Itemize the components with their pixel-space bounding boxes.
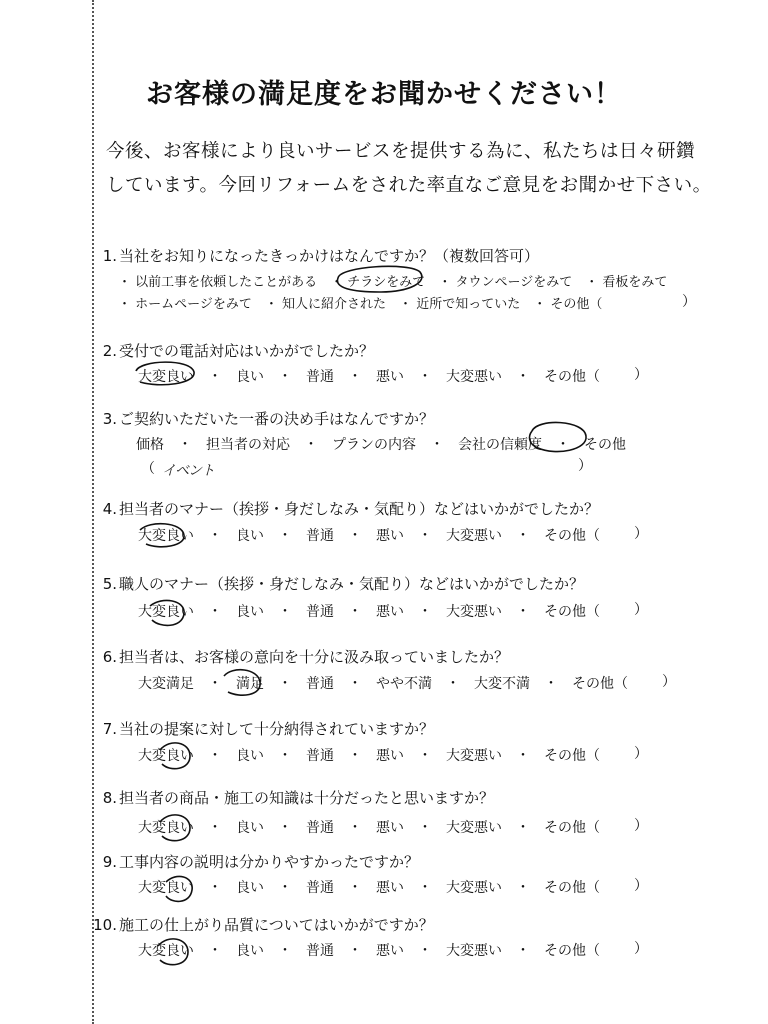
open-paren: （ — [141, 461, 155, 477]
question-10 — [73, 914, 434, 935]
option-other[interactable]: その他（ — [544, 528, 600, 544]
option-selected[interactable]: 大変良い — [138, 369, 194, 385]
question-number: 2. — [102, 342, 117, 360]
option[interactable]: 悪い — [376, 880, 404, 896]
close-paren: ） — [662, 674, 676, 690]
q10-options: 大変良い ・ 良い ・ 普通 ・ 悪い ・ 大変悪い ・ その他（ — [138, 943, 600, 959]
q5-options: 大変良い ・ 良い ・ 普通 ・ 悪い ・ 大変悪い ・ その他（ — [138, 604, 600, 620]
page-title: お客様の満足度をお聞かせください！ — [146, 79, 622, 110]
option-other[interactable]: その他（ — [550, 297, 603, 312]
question-9 — [95, 851, 419, 872]
question-text: 工事内容の説明は分かりやすかったですか？ — [119, 853, 420, 871]
option[interactable]: 大変悪い — [446, 880, 502, 896]
intro-line-2: しています。今回リフォームをされた率直なご意見をお聞かせ下さい。 — [106, 175, 712, 196]
option[interactable]: タウンページをみて — [455, 275, 573, 290]
option[interactable]: 普通 — [306, 880, 334, 896]
option-other[interactable]: その他（ — [544, 820, 600, 836]
option-selected[interactable]: その他 — [584, 437, 626, 453]
option-selected[interactable]: 大変良い — [138, 943, 194, 959]
option[interactable]: 普通 — [306, 604, 334, 620]
question-7 — [95, 718, 434, 739]
question-number: 1. — [102, 247, 117, 265]
option[interactable]: 大変悪い — [446, 748, 502, 764]
q1-options-line-1: ・ 以前工事を依頼したことがある ・ チラシをみて ・ タウンページをみて ・ 看板をみて — [118, 275, 668, 290]
option-other[interactable]: その他（ — [544, 369, 600, 385]
close-paren: ） — [634, 526, 648, 542]
option[interactable]: 良い — [236, 820, 264, 836]
q7-options: 大変良い ・ 良い ・ 普通 ・ 悪い ・ 大変悪い ・ その他（ — [138, 748, 600, 764]
option[interactable]: 普通 — [306, 676, 334, 692]
question-5 — [95, 573, 584, 594]
option[interactable]: 大変不満 — [474, 676, 530, 692]
option[interactable]: 大変悪い — [446, 943, 502, 959]
option-selected[interactable]: 大変良い — [138, 528, 194, 544]
question-1 — [95, 245, 539, 266]
option[interactable]: 悪い — [376, 943, 404, 959]
option-other[interactable]: その他（ — [572, 676, 628, 692]
close-paren: ） — [634, 941, 648, 957]
option-selected[interactable]: 大変良い — [138, 604, 194, 620]
option[interactable]: 大変悪い — [446, 369, 502, 385]
question-number: 5. — [102, 575, 117, 593]
option[interactable]: 良い — [236, 748, 264, 764]
question-number: 8. — [102, 789, 117, 807]
question-text: 当社をお知りになったきっかけはなんですか？（複数回答可） — [119, 247, 540, 265]
question-text: 担当者は、お客様の意向を十分に汲み取っていましたか？ — [119, 648, 510, 666]
option[interactable]: 悪い — [376, 604, 404, 620]
close-paren: ） — [634, 367, 648, 383]
option[interactable]: やや不満 — [376, 676, 432, 692]
q1-options-line-2: ・ ホームページをみて ・ 知人に紹介された ・ 近所で知っていた ・ その他（ — [118, 297, 603, 312]
option[interactable]: ホームページをみて — [135, 297, 252, 312]
option[interactable]: 悪い — [376, 820, 404, 836]
option[interactable]: 普通 — [306, 748, 334, 764]
option[interactable]: 良い — [236, 943, 264, 959]
option[interactable]: 大変満足 — [138, 676, 194, 692]
q3-options: 価格 ・ 担当者の対応 ・ プランの内容 ・ 会社の信頼度 ・ その他 — [136, 437, 626, 453]
option[interactable]: 良い — [236, 604, 264, 620]
question-4 — [95, 498, 599, 519]
option[interactable]: 普通 — [306, 943, 334, 959]
option[interactable]: プランの内容 — [332, 437, 416, 453]
q6-options: 大変満足 ・ 満足 ・ 普通 ・ やや不満 ・ 大変不満 ・ その他（ — [138, 676, 628, 692]
question-text: 担当者のマナー（挨拶・身だしなみ・気配り）などはいかがでしたか？ — [119, 500, 600, 518]
question-number: 9. — [102, 853, 117, 871]
option[interactable]: 悪い — [376, 528, 404, 544]
q8-options: 大変良い ・ 良い ・ 普通 ・ 悪い ・ 大変悪い ・ その他（ — [138, 820, 600, 836]
question-number: 3. — [102, 410, 117, 428]
option-selected[interactable]: 大変良い — [138, 880, 194, 896]
question-number: 4. — [102, 500, 117, 518]
question-text: 当社の提案に対して十分納得されていますか？ — [119, 720, 435, 738]
question-text: ご契約いただいた一番の決め手はなんですか？ — [119, 410, 435, 428]
option-other[interactable]: その他（ — [544, 604, 600, 620]
question-number: 6. — [102, 648, 117, 666]
option[interactable]: 会社の信頼度 — [458, 437, 542, 453]
question-2 — [95, 340, 374, 361]
close-paren: ） — [634, 818, 648, 834]
option[interactable]: 悪い — [376, 748, 404, 764]
option[interactable]: 普通 — [306, 528, 334, 544]
option[interactable]: 悪い — [376, 369, 404, 385]
option-other[interactable]: その他（ — [544, 880, 600, 896]
option[interactable]: 価格 — [136, 437, 164, 453]
question-text: 施工の仕上がり品質についてはいかがですか？ — [119, 916, 434, 934]
option-other[interactable]: その他（ — [544, 943, 600, 959]
option-selected[interactable]: チラシをみて — [347, 275, 426, 290]
question-number: 10. — [93, 916, 117, 934]
close-paren: ） — [634, 746, 648, 762]
close-paren: ） — [682, 294, 696, 310]
q9-options: 大変良い ・ 良い ・ 普通 ・ 悪い ・ 大変悪い ・ その他（ — [138, 880, 600, 896]
question-8 — [95, 787, 494, 808]
option[interactable]: 近所で知っていた — [416, 297, 521, 312]
option[interactable]: 良い — [236, 880, 264, 896]
question-text: 職人のマナー（挨拶・身だしなみ・気配り）などはいかがでしたか？ — [119, 575, 585, 593]
option[interactable]: 良い — [236, 369, 264, 385]
option[interactable]: 大変悪い — [446, 820, 502, 836]
option[interactable]: 普通 — [306, 369, 334, 385]
option[interactable]: 普通 — [306, 820, 334, 836]
option[interactable]: 以前工事を依頼したことがある — [135, 275, 318, 290]
question-6 — [95, 646, 509, 667]
handwritten-note: イベント — [162, 463, 214, 479]
close-paren: ） — [634, 878, 648, 894]
close-paren: ） — [578, 458, 592, 474]
intro-line-1: 今後、お客様により良いサービスを提供する為に、私たちは日々研鑽 — [106, 141, 696, 162]
option[interactable]: 大変悪い — [446, 528, 502, 544]
option-other[interactable]: その他（ — [544, 748, 600, 764]
question-number: 7. — [102, 720, 117, 738]
option-selected[interactable]: 満足 — [236, 676, 264, 692]
q4-options: 大変良い ・ 良い ・ 普通 ・ 悪い ・ 大変悪い ・ その他（ — [138, 528, 600, 544]
q2-options: 大変良い ・ 良い ・ 普通 ・ 悪い ・ 大変悪い ・ その他（ — [138, 369, 600, 385]
close-paren: ） — [634, 602, 648, 618]
option[interactable]: 大変悪い — [446, 604, 502, 620]
option-selected[interactable]: 大変良い — [138, 748, 194, 764]
question-3 — [95, 408, 434, 429]
binding-dotted-line — [92, 0, 94, 1024]
option[interactable]: 看板をみて — [602, 275, 668, 290]
option[interactable]: 担当者の対応 — [206, 437, 290, 453]
option[interactable]: 良い — [236, 528, 264, 544]
question-text: 受付での電話対応はいかがでしたか？ — [119, 342, 375, 360]
option-selected[interactable]: 大変良い — [138, 820, 194, 836]
option[interactable]: 知人に紹介された — [282, 297, 387, 312]
question-text: 担当者の商品・施工の知識は十分だったと思いますか？ — [119, 789, 495, 807]
